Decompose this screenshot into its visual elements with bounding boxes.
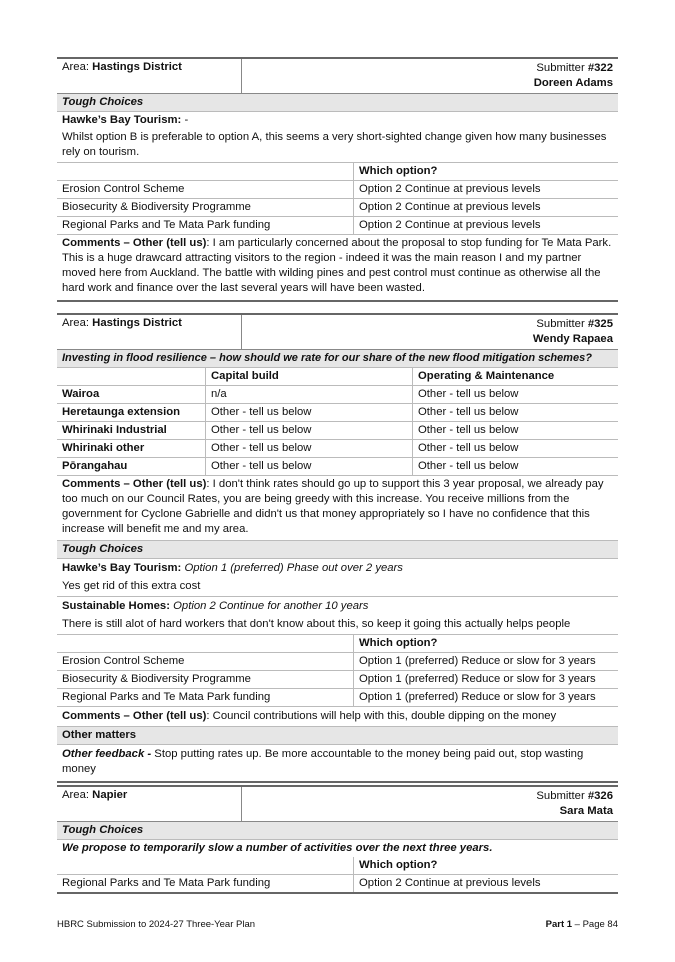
table-cell: Biosecurity & Biodiversity Programme (57, 199, 354, 217)
submission-322 (57, 57, 618, 302)
table-cell: Option 2 Continue at previous levels (354, 199, 619, 217)
table-cell: Other - tell us below (413, 458, 619, 476)
submitter-cell: Submitter #326 Sara Mata (242, 787, 618, 821)
table-row (57, 635, 618, 653)
tourism-comment: Whilst option B is preferable to option A, this seems a very short-sighted change given how many businesses rely on tourism. (57, 129, 618, 163)
table-cell: Option 2 Continue at previous levels (354, 875, 619, 894)
table-cell: Other - tell us below (413, 422, 619, 440)
table-cell: Erosion Control Scheme (57, 653, 354, 671)
table-row (57, 368, 618, 386)
table-row (57, 404, 618, 422)
section-heading: Tough Choices (57, 94, 618, 112)
table-cell: Whirinaki Industrial (57, 422, 206, 440)
table-cell: Capital build (206, 368, 413, 386)
proposal-text: We propose to temporarily slow a number of activities over the next three years. (62, 842, 493, 854)
table-cell: Option 2 Continue at previous levels (354, 217, 619, 235)
tourism-line: Hawke’s Bay Tourism: - (62, 114, 189, 126)
table-row (57, 199, 618, 217)
area-cell: Area: Hastings District (57, 315, 242, 349)
table-row (57, 857, 618, 875)
area-cell: Area: Hastings District (57, 59, 242, 93)
options-table (57, 635, 618, 707)
submitter-name: Wendy Rapaea (532, 333, 613, 345)
tourism-line: Hawke’s Bay Tourism: Option 1 (preferred) Phase out over 2 years (62, 562, 403, 574)
flood-table (57, 368, 618, 476)
submission-header (57, 313, 618, 350)
comments: Comments – Other (tell us): I am particularly concerned about the proposal to stop funding for Te Mata Park. This is a huge drawcard attracting visitors to the region - indeed it was the main reason I and my partner moved here from Auckland. The battle with wilding pines and pest control must continue as otherwise all the hard work and finance over the last several years will have been wasted. (57, 235, 618, 302)
homes-line: Sustainable Homes: Option 2 Continue for another 10 years (62, 600, 369, 612)
table-cell: Regional Parks and Te Mata Park funding (57, 875, 354, 894)
page-footer (57, 919, 618, 930)
table-cell (57, 857, 354, 875)
table-row (57, 875, 618, 894)
table-row (57, 163, 618, 181)
submission-326 (57, 785, 618, 894)
options-table (57, 163, 618, 235)
table-cell: Which option? (354, 857, 619, 875)
tourism-comment: Yes get rid of this extra cost (57, 577, 618, 597)
options-comments: Comments – Other (tell us): Council contributions will help with this, double dipping on the money (57, 707, 618, 727)
table-row (57, 458, 618, 476)
table-row (57, 217, 618, 235)
flood-heading: Investing in flood resilience – how should we rate for our share of the new flood mitigation schemes? (57, 350, 618, 368)
table-row (57, 422, 618, 440)
table-cell: Wairoa (57, 386, 206, 404)
section-heading: Tough Choices (57, 822, 618, 840)
table-cell (57, 635, 354, 653)
table-cell: Other - tell us below (206, 404, 413, 422)
table-cell: Other - tell us below (413, 386, 619, 404)
other-feedback: Other feedback - Stop putting rates up. Be more accountable to the money being paid out, stop wasting money (57, 745, 618, 783)
table-cell: Option 1 (preferred) Reduce or slow for 3 years (354, 653, 619, 671)
table-cell: Other - tell us below (206, 458, 413, 476)
table-row (57, 671, 618, 689)
table-cell: Other - tell us below (413, 440, 619, 458)
submitter-name: Sara Mata (559, 805, 613, 817)
flood-comments: Comments – Other (tell us): I don't think rates should go up to support this 3 year proposal, we already pay too much on our Council Rates, you are being greedy with this increase. You receive millions from the government for Cyclone Gabrielle and didn't us that money appropriately so I have no confidence that this increase will benefit me and my area. (57, 476, 618, 541)
submission-325 (57, 313, 618, 783)
submitter-cell: Submitter #325 Wendy Rapaea (242, 315, 618, 349)
submission-header (57, 785, 618, 822)
table-cell: Regional Parks and Te Mata Park funding (57, 689, 354, 707)
table-cell: Option 1 (preferred) Reduce or slow for 3 years (354, 689, 619, 707)
homes-comment: There is still alot of hard workers that don't know about this, so keep it going this actually helps people (57, 615, 618, 635)
table-cell: Option 1 (preferred) Reduce or slow for 3 years (354, 671, 619, 689)
table-row (57, 653, 618, 671)
page-number: Part 1 – Page 84 (545, 919, 618, 930)
table-cell (57, 163, 354, 181)
footer-title: HBRC Submission to 2024-27 Three-Year Plan (57, 919, 256, 930)
table-cell (57, 368, 206, 386)
submitter-cell: Submitter #322 Doreen Adams (242, 59, 618, 93)
other-matters-heading: Other matters (57, 727, 618, 745)
table-cell: Other - tell us below (413, 404, 619, 422)
table-cell: Whirinaki other (57, 440, 206, 458)
submitter-name: Doreen Adams (533, 77, 613, 89)
options-table (57, 857, 618, 894)
table-cell: Heretaunga extension (57, 404, 206, 422)
table-cell: Which option? (354, 635, 619, 653)
table-row (57, 689, 618, 707)
table-row (57, 181, 618, 199)
table-cell: Other - tell us below (206, 422, 413, 440)
table-cell: Regional Parks and Te Mata Park funding (57, 217, 354, 235)
table-cell: Erosion Control Scheme (57, 181, 354, 199)
section-heading: Tough Choices (57, 541, 618, 559)
table-cell: Which option? (354, 163, 619, 181)
table-cell: Pōrangahau (57, 458, 206, 476)
submission-header (57, 57, 618, 94)
table-cell: Biosecurity & Biodiversity Programme (57, 671, 354, 689)
table-cell: n/a (206, 386, 413, 404)
table-row (57, 386, 618, 404)
table-row (57, 440, 618, 458)
area-cell: Area: Napier (57, 787, 242, 821)
table-cell: Option 2 Continue at previous levels (354, 181, 619, 199)
table-cell: Operating & Maintenance (413, 368, 619, 386)
table-cell: Other - tell us below (206, 440, 413, 458)
